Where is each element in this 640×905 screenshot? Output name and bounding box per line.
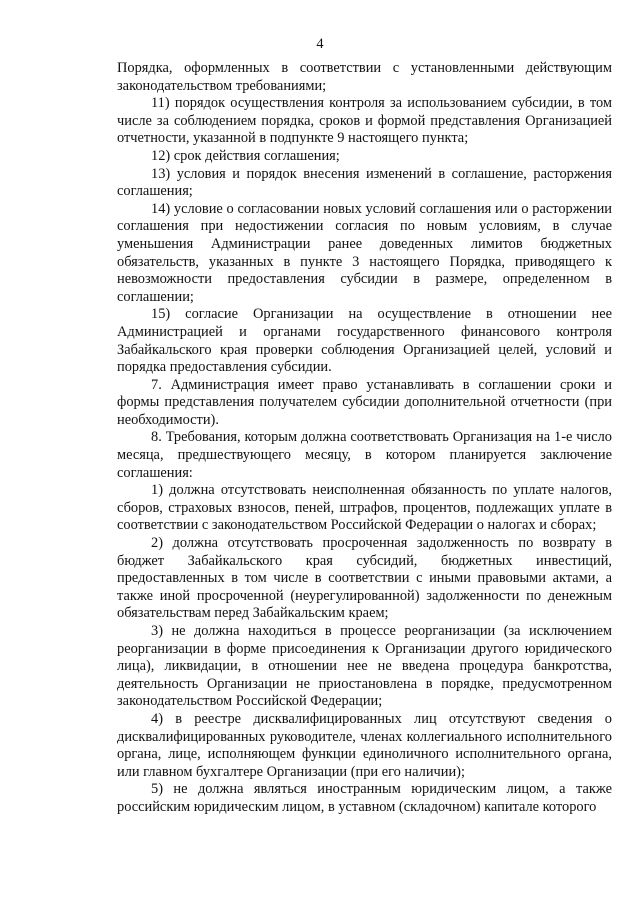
document-body — [117, 60, 612, 817]
paragraph-section-7: 7. Администрация имеет право устанавливать в соглашении сроки и формы представления получателем субсидии дополнительной отчетности (при необходимости). — [117, 376, 612, 428]
paragraph-requirement-2: 2) должна отсутствовать просроченная задолженность по возврату в бюджет Забайкальского края субсидий, бюджетных инвестиций, предоставленных в том числе в соответствии с иными правовыми актами, а также иной просроченной (неурегулированной) задолженности по денежным обязательствам перед Забайкальским краем; — [117, 535, 612, 622]
paragraph-requirement-5: 5) не должна являться иностранным юридическим лицом, а также российским юридическим лицом, в уставном (складочном) капитале которого — [117, 781, 612, 815]
paragraph-requirement-3: 3) не должна находиться в процессе реорганизации (за исключением реорганизации в форме присоединения к Организации другого юридического лица), ликвидации, в отношении нее не введена процедура банкротства, деятельность Организации не приостановлена в порядке, предусмотренном законодательством Российской Федерации; — [117, 623, 612, 710]
page-number: 4 — [316, 36, 324, 52]
paragraph-item-12: 12) срок действия соглашения; — [151, 147, 340, 164]
paragraph-section-8: 8. Требования, которым должна соответствовать Организация на 1-е число месяца, предшествующего месяцу, в котором планируется заключение соглашения: — [117, 429, 612, 481]
paragraph-item-13: 13) условия и порядок внесения изменений в соглашение, расторжения соглашения; — [117, 165, 612, 200]
paragraph-item-11: 11) порядок осуществления контроля за использованием субсидии, в том числе за соблюдением порядка, сроков и формой представления Организацией отчетности, указанной в подпункте 9 настоящего пункта; — [117, 95, 612, 147]
paragraph-continuation: Порядка, оформленных в соответствии с установленными действующим законодательством требованиями; — [117, 60, 612, 94]
paragraph-item-15: 15) согласие Организации на осуществление в отношении нее Администрацией и органами государственного финансового контроля Забайкальского края проверки соблюдения Организацией целей, условий и порядка предоставления субсидии. — [117, 306, 612, 376]
paragraph-requirement-4: 4) в реестре дисквалифицированных лиц отсутствуют сведения о дисквалифицированных руководителе, членах коллегиального исполнительного органа, лице, исполняющем функции единоличного исполнительного органа, или главном бухгалтере Организации (при его наличии); — [117, 710, 612, 780]
paragraph-item-14: 14) условие о согласовании новых условий соглашения или о расторжении соглашения при недостижении согласия по новым условиям, в случае уменьшения Администрации ранее доведенных лимитов бюджетных обязательств, указанных в пункте 3 настоящего Порядка, приводящего к невозможности предоставления субсидии в размере, определенном в соглашении; — [117, 200, 612, 305]
paragraph-requirement-1: 1) должна отсутствовать неисполненная обязанность по уплате налогов, сборов, страховых взносов, пеней, штрафов, процентов, подлежащих уплате в соответствии с законодательством Российской Федерации о налогах и сборах; — [117, 482, 612, 534]
